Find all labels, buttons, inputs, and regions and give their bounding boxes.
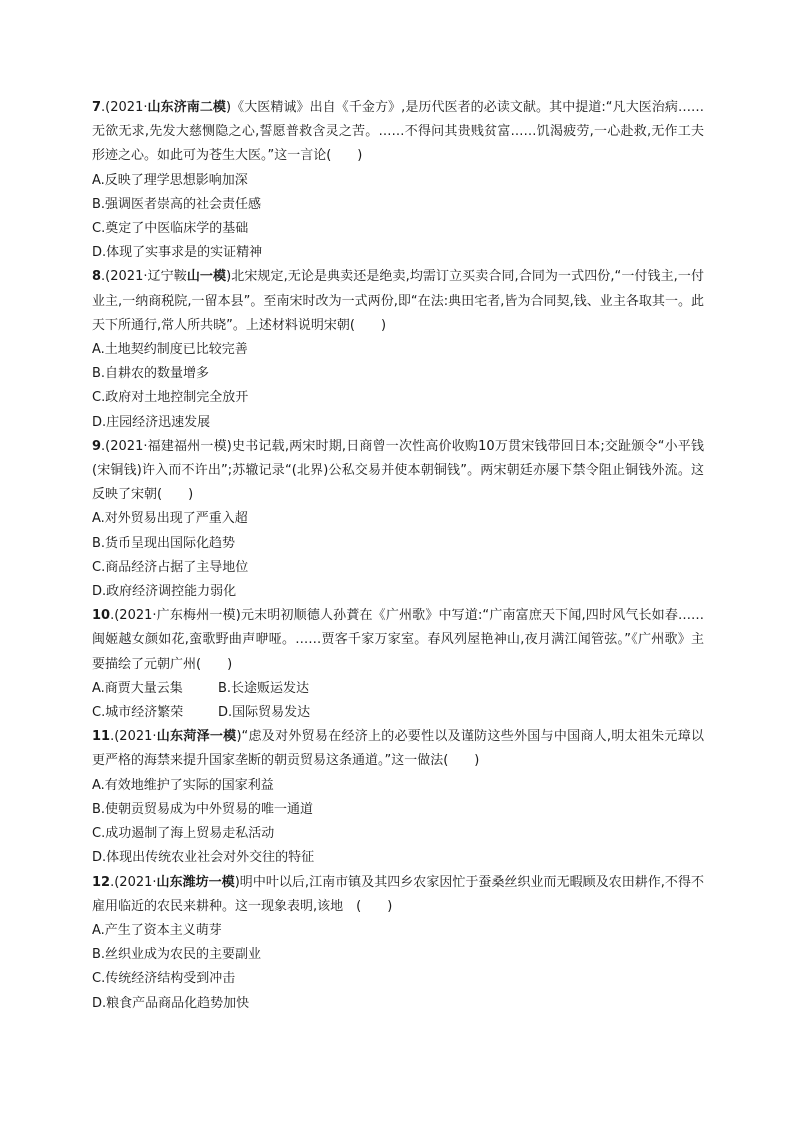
option-b[interactable]: B.长途贩运发达 [218, 680, 310, 696]
question-stem [92, 435, 704, 508]
option-b[interactable]: B.强调医者崇高的社会责任感 [92, 196, 262, 212]
option-a[interactable]: A.有效地维护了实际的国家利益 [92, 777, 274, 793]
question-text: )北宋规定,无论是典卖还是绝卖,均需订立买卖合同,合同为一式四份,“一付钱主,一付业主,一纳商税院,一留本县”。至南宋时改为一式两份,即“在法:典田宅者,皆为合同契,钱、业主各取其一。此天下所通行,常人所共晓”。上述材料说明宋朝( ) [92, 269, 704, 333]
option-c[interactable]: C.奠定了中医临床学的基础 [92, 221, 249, 237]
option-d[interactable]: D.体现了实事求是的实证精神 [92, 245, 263, 261]
question-stem [92, 96, 704, 169]
option-d[interactable]: D.体现出传统农业社会对外交往的特征 [92, 850, 315, 866]
question-text: )《大医精诚》出自《千金方》,是历代医者的必读文献。其中提道:“凡大医治病……无欲无求,先发大慈恻隐之心,誓愿普救含灵之苦。……不得问其贵贱贫富……饥渴疲劳,一心赴救,无作工夫形迹之心。如此可为苍生大医。”这一言论( ) [92, 100, 704, 164]
question-text: )明中叶以后,江南市镇及其四乡农家因忙于蚕桑丝织业而无暇顾及农田耕作,不得不雇用临近的农民来耕种。这一现象表明,该地 ( ) [92, 874, 704, 914]
option-a[interactable]: A.产生了资本主义萌芽 [92, 922, 222, 938]
question-9 [92, 435, 704, 604]
question-source: .(2021· [110, 874, 157, 890]
question-stem [92, 871, 704, 919]
question-text: )史书记载,两宋时期,日商曾一次性高价收购10万贯宋钱带回日本;交趾颁令“小平钱(宋铜钱)许入而不许出”;苏辙记录“(北界)公私交易并使本朝铜钱”。两宋朝廷亦屡下禁令阻止铜钱外流。这反映了宋朝( ) [92, 438, 704, 503]
question-10 [92, 604, 704, 725]
question-source-bold: 山东菏泽一模 [156, 729, 237, 745]
question-number: 12 [92, 874, 111, 890]
question-12 [92, 871, 704, 1016]
option-a[interactable]: A.对外贸易出现了严重入超 [92, 511, 248, 527]
option-b[interactable]: B.货币呈现出国际化趋势 [92, 535, 236, 551]
option-a[interactable]: A.商贾大量云集 [92, 680, 183, 696]
option-d[interactable]: D.庄园经济迅速发展 [92, 414, 211, 430]
option-c[interactable]: C.城市经济繁荣 [92, 705, 184, 721]
option-a[interactable]: A.反映了理学思想影响加深 [92, 172, 248, 188]
question-number: 9 [92, 438, 102, 454]
question-page [92, 96, 704, 1016]
question-8 [92, 265, 704, 434]
question-number: 11 [92, 729, 111, 745]
option-d[interactable]: D.国际贸易发达 [218, 705, 311, 721]
option-d[interactable]: D.粮食产品商品化趋势加快 [92, 995, 250, 1011]
question-source: .(2021· [110, 729, 157, 745]
question-source-bold: 山一模 [186, 269, 227, 285]
question-source: .(2021· [101, 100, 148, 115]
option-b[interactable]: B.丝织业成为农民的主要副业 [92, 947, 262, 963]
question-source-bold: 山东潍坊一模 [156, 874, 235, 890]
question-text: )元末明初顺德人孙蕡在《广州歌》中写道:“广南富庶天下闻,四时风气长如春……闽姬越女颜如花,蛮歌野曲声咿哑。……贾客千家万家室。春风列屋艳神山,夜月满江闻管弦。”《广州歌》主要描绘了元朝广州( ) [92, 608, 705, 672]
question-number: 10 [92, 608, 111, 624]
question-source: .(2021·福建福州一模 [101, 438, 227, 454]
option-b[interactable]: B.使朝贡贸易成为中外贸易的唯一通道 [92, 801, 314, 817]
option-c[interactable]: C.成功遏制了海上贸易走私活动 [92, 826, 275, 842]
option-c[interactable]: C.传统经济结构受到冲击 [92, 971, 236, 987]
option-c[interactable]: C.政府对土地控制完全放开 [92, 390, 249, 406]
question-stem [92, 604, 704, 677]
question-source: .(2021·广东梅州一模 [110, 608, 236, 624]
question-number: 8 [92, 269, 102, 285]
option-b[interactable]: B.自耕农的数量增多 [92, 366, 210, 382]
question-text: )“虑及对外贸易在经济上的必要性以及谨防这些外国与中国商人,明太祖朱元璋以更严格的海禁来提升国家垄断的朝贡贸易这条通道。”这一做法( ) [92, 729, 704, 769]
option-d[interactable]: D.政府经济调控能力弱化 [92, 584, 237, 600]
question-stem [92, 725, 704, 773]
option-c[interactable]: C.商品经济占据了主导地位 [92, 559, 249, 575]
question-11 [92, 725, 704, 870]
option-row [92, 677, 704, 701]
option-a[interactable]: A.土地契约制度已比较完善 [92, 342, 248, 358]
option-row [92, 701, 704, 725]
question-source: .(2021·辽宁鞍 [101, 269, 187, 285]
question-source-bold: 山东济南二模 [147, 100, 226, 115]
question-stem [92, 265, 704, 338]
question-number: 7 [92, 100, 102, 115]
question-7 [92, 96, 704, 265]
